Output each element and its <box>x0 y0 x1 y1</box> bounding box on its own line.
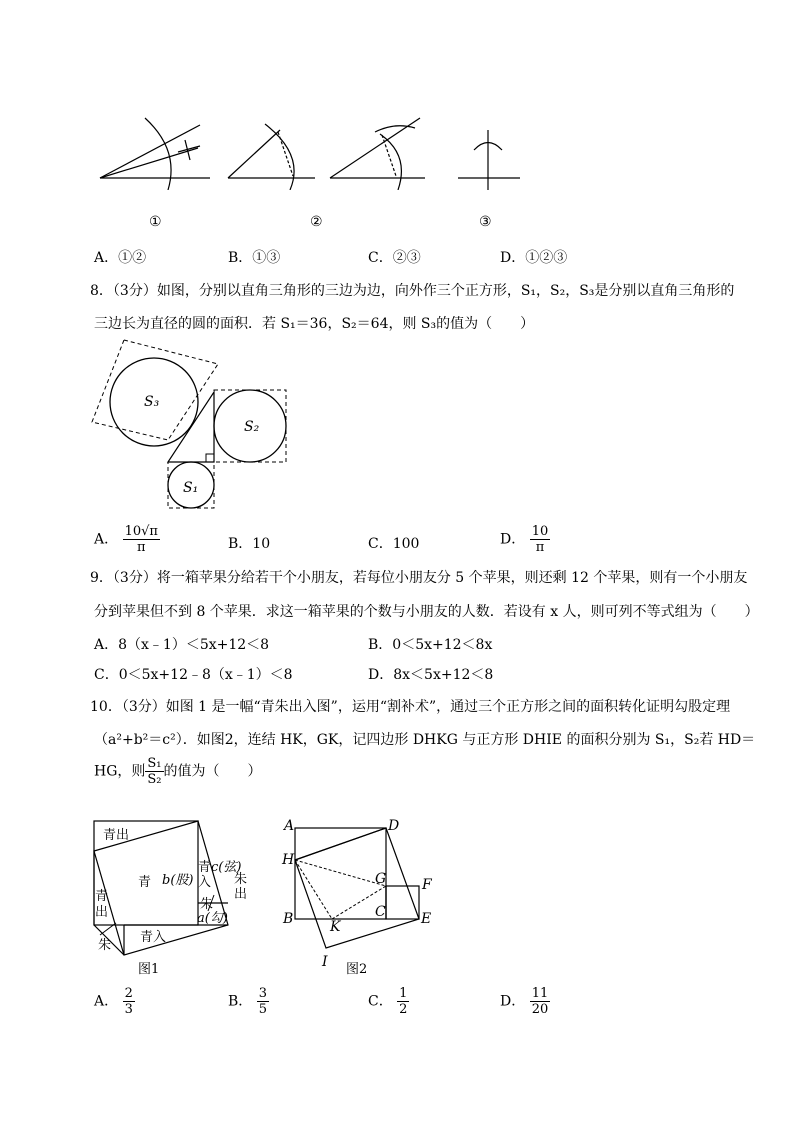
q10-figure-2 <box>280 818 440 968</box>
q10-option-d-fraction: $\frac{11}{20}$ <box>531 986 549 1017</box>
q10-option-d[interactable]: D． $\frac{11}{20}$ <box>500 986 549 1017</box>
q8-option-a[interactable]: A． $\frac{10√\pi}{\pi}$ <box>94 524 158 555</box>
q8-option-c[interactable]: C．100 <box>368 536 420 552</box>
q10-stem-line2: （a²+b²＝c²）．如图2，连结 HK，GK，记四边形 DHKG 与正方形 DHIE 的面积分别为 S₁，S₂若 HD＝ <box>94 732 756 748</box>
q9-option-a[interactable]: A．8（x﹣1）＜5x+12＜8 <box>94 637 270 653</box>
q9-stem-line1: 9．（3分）将一箱苹果分给若干个小朋友，若每位小朋友分 5 个苹果，则还剩 12 个苹果，则有一个小朋友 <box>90 570 748 586</box>
q9-option-b[interactable]: B．0＜5x+12＜8x <box>368 637 493 653</box>
q8-option-d[interactable]: D． $\frac{10}{\pi}$ <box>500 524 549 555</box>
q10-option-b[interactable]: B． $\frac{3}{5}$ <box>228 986 268 1017</box>
q10-fig2-K: K <box>330 919 341 935</box>
q10-s1-over-s2: $\frac{\text{S₁}}{\text{S₂}}$ <box>147 756 162 787</box>
q7-option-d[interactable]: D．①②③ <box>500 250 568 266</box>
q10-fig1-qingchu-left: 青出 <box>95 889 109 920</box>
q10-fig2-C: C <box>375 904 386 920</box>
q8-fig-label-s1: S₁ <box>183 480 199 496</box>
q10-fig1-zhuchu: 朱出 <box>234 872 248 902</box>
q10-fig1-caption: 图1 <box>138 962 160 977</box>
q7-option-c[interactable]: C．②③ <box>368 250 421 266</box>
q8-option-b[interactable]: B．10 <box>228 536 271 552</box>
q9-stem-line2: 分到苹果但不到 8 个苹果．求这一箱苹果的个数与小朋友的人数．若设有 x 人，则可列不等式组为（ ） <box>94 604 759 620</box>
q10-option-c-fraction: $\frac{1}{2}$ <box>399 986 408 1017</box>
q10-stem-line1: 10．（3分）如图 1 是一幅“青朱出入图”，运用“割补术”，通过三个正方形之间的面积转化证明勾股定理 <box>90 699 731 715</box>
q10-fig2-B: B <box>283 911 294 927</box>
q8-stem-line1: 8．（3分）如图，分别以直角三角形的三边为边，向外作三个正方形，S₁，S₂，S₃是分别以直角三角形的 <box>90 283 735 299</box>
q10-option-a[interactable]: A． $\frac{2}{3}$ <box>94 986 133 1017</box>
q8-option-d-fraction: $\frac{10}{\pi}$ <box>531 524 549 555</box>
q7-fig-label-2: ② <box>310 214 323 230</box>
q10-fig2-A: A <box>284 818 295 834</box>
q7-option-a[interactable]: A．①② <box>94 250 147 266</box>
q10-fig1-qingchu-top: 青出 <box>103 828 130 843</box>
q10-fig1-gu: b(股) <box>162 873 194 888</box>
q10-fig1-qingru-right: 青入 <box>198 860 212 890</box>
q10-fig1-gou: a(勾) <box>197 911 228 926</box>
q10-fig2-G: G <box>375 871 387 887</box>
q9-option-c[interactable]: C．0＜5x+12﹣8（x﹣1）＜8 <box>94 667 293 683</box>
q7-fig-label-1: ① <box>149 214 162 230</box>
q10-option-a-fraction: $\frac{2}{3}$ <box>124 986 133 1017</box>
q10-fig1-xian: c(弦) <box>211 860 242 875</box>
q8-stem-line2: 三边长为直径的圆的面积．若 S₁＝36，S₂＝64，则 S₃的值为（ ） <box>94 316 535 332</box>
q10-fig1-qing: 青 <box>138 875 152 890</box>
q7-construction-figures <box>90 110 530 190</box>
q10-fig2-H: H <box>282 852 295 868</box>
q10-fig2-E: E <box>421 911 432 927</box>
q8-fig-label-s3: S₃ <box>144 394 160 410</box>
q10-fig2-D: D <box>388 818 400 834</box>
q10-stem-line3: HG，则 $\frac{\text{S₁}}{\text{S₂}}$ 的值为（ ） <box>94 756 262 787</box>
q10-option-b-fraction: $\frac{3}{5}$ <box>258 986 268 1017</box>
q7-option-b[interactable]: B．①③ <box>228 250 281 266</box>
q10-fig1-qingru-bottom: 青入 <box>140 930 167 945</box>
q9-option-d[interactable]: D．8x＜5x+12＜8 <box>368 667 494 683</box>
q10-fig2-I: I <box>322 954 328 970</box>
q10-option-c[interactable]: C． $\frac{1}{2}$ <box>368 986 408 1017</box>
q7-fig-label-3: ③ <box>479 214 492 230</box>
q10-fig1-zhu-right: 朱 <box>200 897 214 912</box>
q8-fig-label-s2: S₂ <box>244 419 260 435</box>
q10-fig2-F: F <box>422 877 432 893</box>
q10-fig2-caption: 图2 <box>346 962 368 977</box>
q8-option-a-fraction: $\frac{10√\pi}{\pi}$ <box>124 524 158 555</box>
q10-fig1-zhu-left: 朱 <box>98 938 112 953</box>
